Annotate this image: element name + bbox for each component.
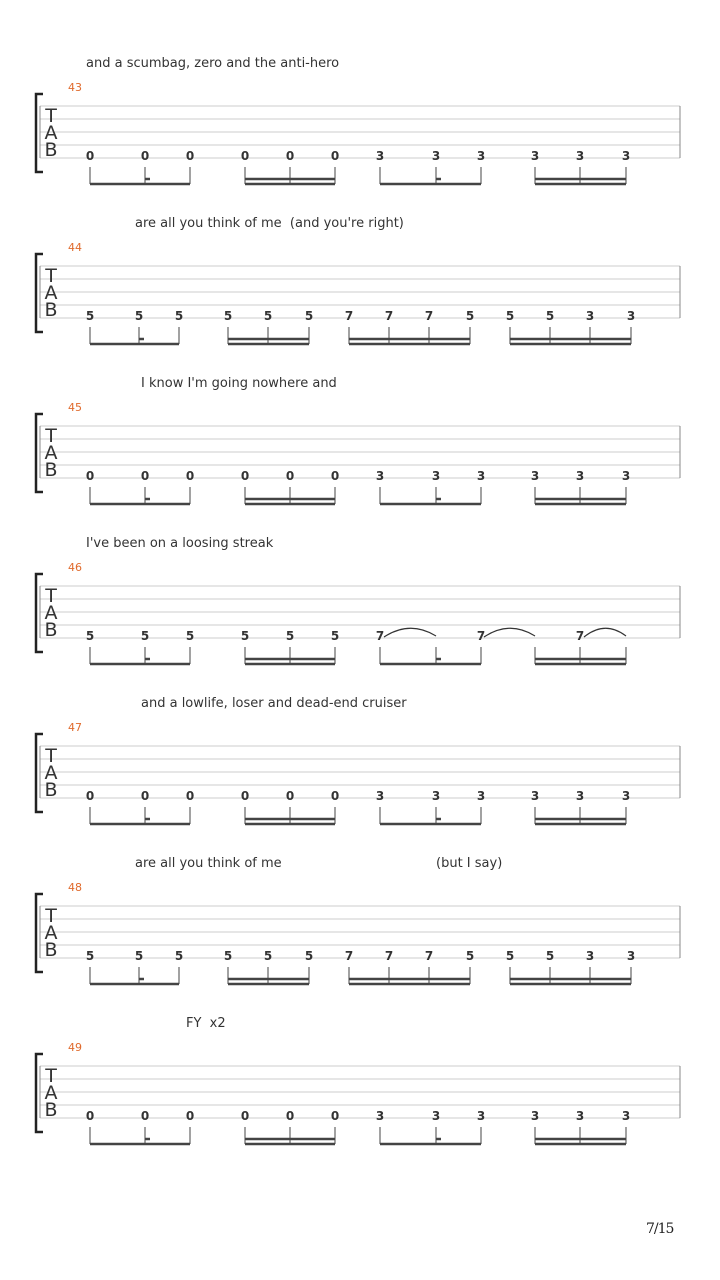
- lyric-line: FY x2: [186, 1016, 226, 1031]
- measure-number: 46: [68, 561, 82, 574]
- tab-staff: [0, 1016, 720, 1176]
- tab-clef-letter: A: [44, 1082, 58, 1104]
- tab-clef-letter: B: [44, 939, 58, 961]
- lyric-line: and a scumbag, zero and the anti-hero: [86, 56, 340, 71]
- fret-number: 3: [431, 469, 441, 483]
- tab-clef-letter: T: [45, 105, 57, 127]
- fret-number: 3: [575, 789, 585, 803]
- fret-number: 3: [476, 149, 486, 163]
- fret-number: 5: [85, 629, 95, 643]
- fret-number: 7: [476, 629, 486, 643]
- tie-arc: [484, 628, 535, 637]
- lyric-line: I've been on a loosing streak: [86, 536, 274, 551]
- fret-number: 0: [285, 469, 295, 483]
- fret-number: 5: [140, 629, 150, 643]
- fret-number: 5: [174, 309, 184, 323]
- fret-number: 5: [223, 309, 233, 323]
- fret-number: 3: [375, 1109, 385, 1123]
- fret-number: 3: [530, 1109, 540, 1123]
- fret-number: 0: [185, 1109, 195, 1123]
- fret-number: 3: [530, 789, 540, 803]
- fret-number: 5: [134, 949, 144, 963]
- tab-system-47: [0, 696, 720, 856]
- fret-number: 7: [424, 949, 434, 963]
- fret-number: 0: [285, 1109, 295, 1123]
- fret-number: 0: [185, 149, 195, 163]
- fret-number: 0: [240, 469, 250, 483]
- fret-number: 0: [140, 469, 150, 483]
- fret-number: 0: [185, 469, 195, 483]
- fret-number: 0: [330, 789, 340, 803]
- lyric-line: I know I'm going nowhere and: [141, 376, 337, 391]
- fret-number: 0: [240, 789, 250, 803]
- fret-number: 5: [465, 309, 475, 323]
- tab-clef-letter: T: [45, 905, 57, 927]
- tab-system-49: [0, 1016, 720, 1176]
- fret-number: 5: [505, 309, 515, 323]
- fret-number: 3: [575, 469, 585, 483]
- fret-number: 0: [140, 1109, 150, 1123]
- fret-number: 3: [621, 469, 631, 483]
- tab-staff: [0, 696, 720, 856]
- tab-clef-letter: B: [44, 459, 58, 481]
- fret-number: 7: [384, 949, 394, 963]
- fret-number: 3: [621, 149, 631, 163]
- tab-clef-letter: A: [44, 922, 58, 944]
- fret-number: 3: [575, 149, 585, 163]
- tab-clef-letter: A: [44, 762, 58, 784]
- measure-number: 49: [68, 1041, 82, 1054]
- fret-number: 0: [85, 789, 95, 803]
- fret-number: 0: [85, 469, 95, 483]
- tab-clef-letter: T: [45, 745, 57, 767]
- fret-number: 5: [285, 629, 295, 643]
- fret-number: 3: [585, 309, 595, 323]
- fret-number: 3: [621, 1109, 631, 1123]
- fret-number: 7: [344, 309, 354, 323]
- tab-clef-letter: A: [44, 602, 58, 624]
- lyric-line: and a lowlife, loser and dead-end cruiser: [141, 696, 407, 711]
- tab-clef-letter: T: [45, 425, 57, 447]
- tab-clef-letter: A: [44, 282, 58, 304]
- fret-number: 0: [140, 789, 150, 803]
- fret-number: 0: [330, 1109, 340, 1123]
- measure-number: 44: [68, 241, 82, 254]
- lyric-line-secondary: (but I say): [436, 856, 503, 871]
- tab-clef-letter: T: [45, 265, 57, 287]
- tab-system-43: [0, 56, 720, 216]
- fret-number: 3: [476, 1109, 486, 1123]
- fret-number: 0: [285, 149, 295, 163]
- fret-number: 5: [545, 309, 555, 323]
- fret-number: 5: [465, 949, 475, 963]
- tab-staff: [0, 56, 720, 216]
- tab-clef-letter: B: [44, 779, 58, 801]
- measure-number: 45: [68, 401, 82, 414]
- fret-number: 0: [85, 149, 95, 163]
- fret-number: 5: [263, 309, 273, 323]
- fret-number: 7: [344, 949, 354, 963]
- fret-number: 3: [530, 149, 540, 163]
- fret-number: 5: [85, 949, 95, 963]
- fret-number: 3: [626, 949, 636, 963]
- fret-number: 0: [330, 149, 340, 163]
- fret-number: 5: [134, 309, 144, 323]
- fret-number: 5: [545, 949, 555, 963]
- tab-system-48: [0, 856, 720, 1016]
- lyric-line: are all you think of me (and you're right): [135, 216, 404, 231]
- fret-number: 7: [384, 309, 394, 323]
- fret-number: 3: [375, 469, 385, 483]
- tie-arc: [384, 628, 436, 637]
- lyric-line: are all you think of me: [135, 856, 282, 871]
- fret-number: 3: [375, 789, 385, 803]
- fret-number: 3: [626, 309, 636, 323]
- tab-staff: [0, 536, 720, 696]
- measure-number: 47: [68, 721, 82, 734]
- tab-staff: [0, 376, 720, 536]
- tab-clef-letter: T: [45, 1065, 57, 1087]
- tab-staff: [0, 856, 720, 1016]
- fret-number: 5: [304, 309, 314, 323]
- fret-number: 5: [505, 949, 515, 963]
- fret-number: 5: [223, 949, 233, 963]
- fret-number: 3: [431, 149, 441, 163]
- fret-number: 3: [431, 789, 441, 803]
- fret-number: 3: [575, 1109, 585, 1123]
- measure-number: 48: [68, 881, 82, 894]
- fret-number: 0: [85, 1109, 95, 1123]
- tab-system-46: [0, 536, 720, 696]
- fret-number: 0: [185, 789, 195, 803]
- fret-number: 0: [240, 1109, 250, 1123]
- fret-number: 5: [85, 309, 95, 323]
- fret-number: 7: [424, 309, 434, 323]
- fret-number: 5: [174, 949, 184, 963]
- fret-number: 0: [140, 149, 150, 163]
- fret-number: 5: [304, 949, 314, 963]
- fret-number: 3: [431, 1109, 441, 1123]
- fret-number: 7: [575, 629, 585, 643]
- fret-number: 3: [476, 469, 486, 483]
- fret-number: 7: [375, 629, 385, 643]
- tab-clef-letter: A: [44, 442, 58, 464]
- measure-number: 43: [68, 81, 82, 94]
- tab-staff: [0, 216, 720, 376]
- fret-number: 3: [375, 149, 385, 163]
- fret-number: 3: [476, 789, 486, 803]
- tab-clef-letter: A: [44, 122, 58, 144]
- fret-number: 3: [621, 789, 631, 803]
- tab-clef-letter: B: [44, 619, 58, 641]
- tab-clef-letter: B: [44, 299, 58, 321]
- page-number: 7/15: [646, 1221, 674, 1237]
- tab-system-44: [0, 216, 720, 376]
- fret-number: 5: [240, 629, 250, 643]
- fret-number: 5: [330, 629, 340, 643]
- fret-number: 0: [240, 149, 250, 163]
- fret-number: 5: [263, 949, 273, 963]
- tab-clef-letter: B: [44, 1099, 58, 1121]
- fret-number: 3: [530, 469, 540, 483]
- fret-number: 3: [585, 949, 595, 963]
- fret-number: 0: [285, 789, 295, 803]
- fret-number: 5: [185, 629, 195, 643]
- tab-clef-letter: B: [44, 139, 58, 161]
- fret-number: 0: [330, 469, 340, 483]
- tab-system-45: [0, 376, 720, 536]
- tab-clef-letter: T: [45, 585, 57, 607]
- tie-arc: [584, 628, 626, 637]
